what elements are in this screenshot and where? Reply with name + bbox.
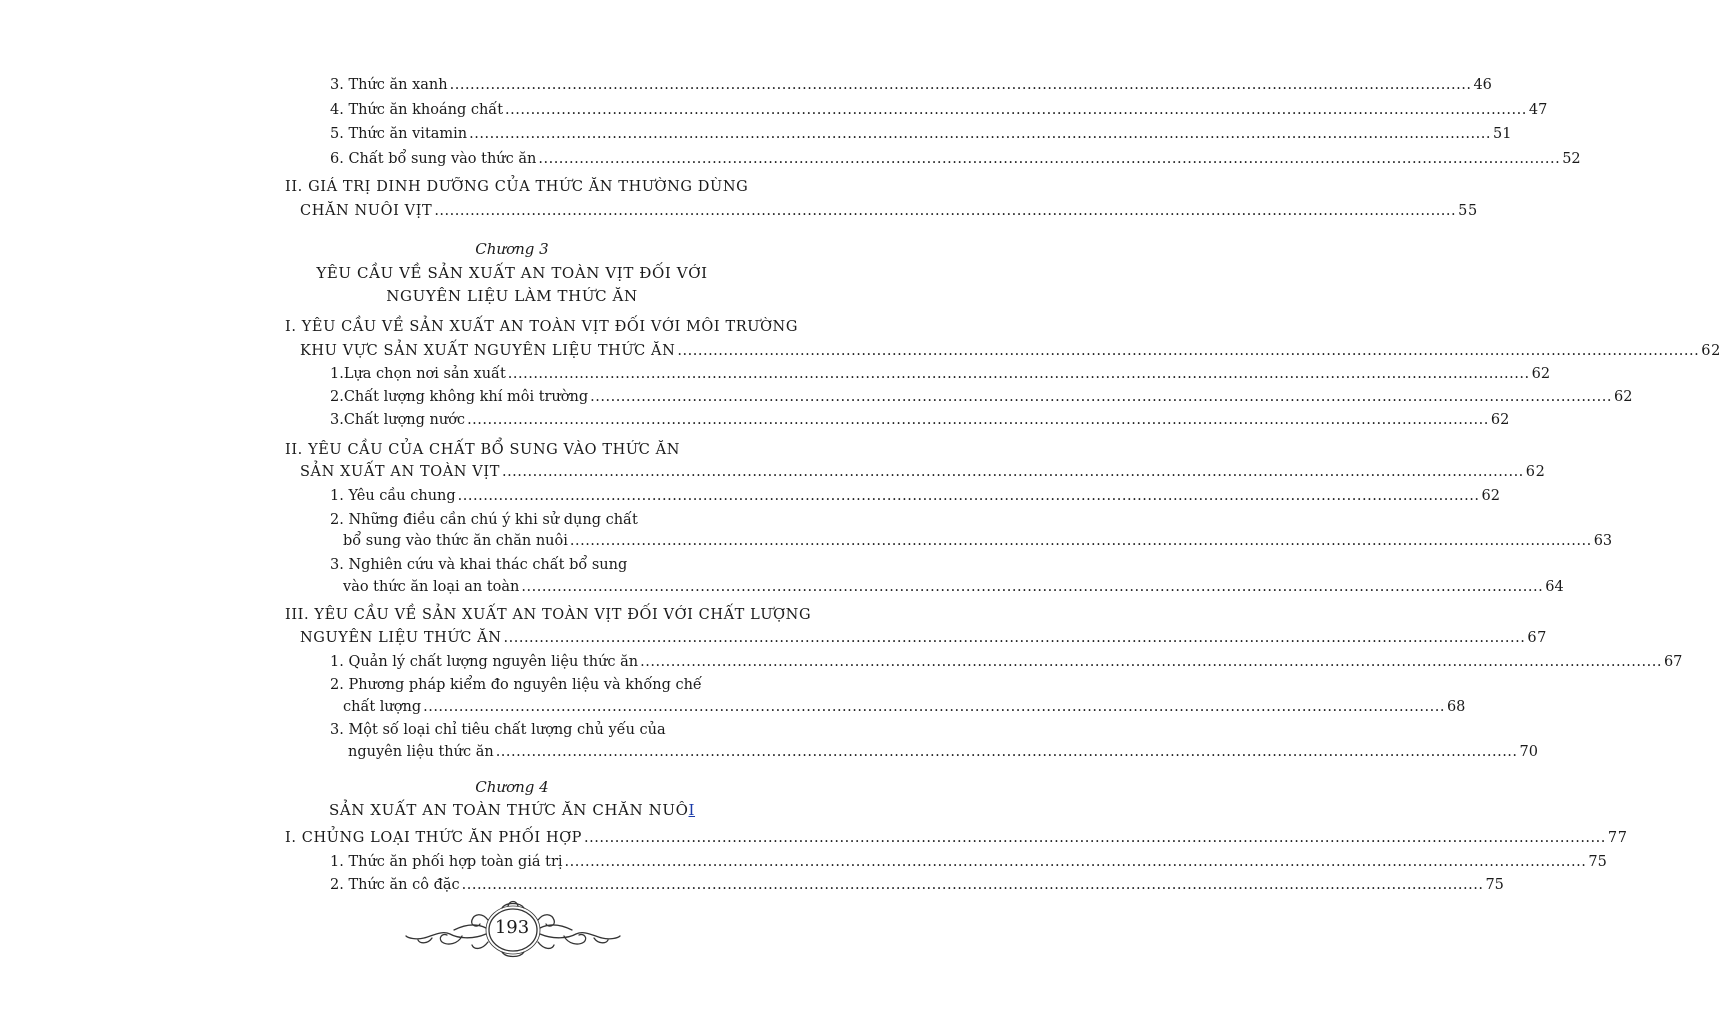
toc-entry-label: CHĂN NUÔI VỊT: [300, 203, 433, 219]
toc-entry-page: 62: [1481, 488, 1500, 504]
toc-entry-page: 51: [1492, 126, 1512, 142]
leader-dots: ........................................................................................................................................................................................................: [640, 654, 1662, 670]
leader-dots: ........................................................................................................................................................................................................: [521, 579, 1544, 595]
toc-entry-label: I. CHỦNG LOẠI THỨC ĂN PHỐI HỢP: [285, 830, 583, 846]
toc-entry-label: 1. Quản lý chất lượng nguyên liệu thức ăn: [330, 654, 639, 670]
chapter-title: NGUYÊN LIỆU LÀM THỨC ĂN: [386, 287, 638, 305]
toc-entry-page: 47: [1528, 102, 1548, 118]
toc-entry-page: 67: [1527, 630, 1547, 646]
toc-entry[interactable]: [330, 410, 1510, 430]
toc-entry-label: chất lượng: [343, 699, 422, 715]
leader-dots: ........................................................................................................................................................................................................: [423, 699, 1445, 715]
toc-entry-label: NGUYÊN LIỆU THỨC ĂN: [300, 630, 502, 646]
leader-dots: ........................................................................................................................................................................................................: [569, 533, 1592, 549]
toc-entry-label: KHU VỰC SẢN XUẤT NGUYÊN LIỆU THỨC ĂN: [300, 343, 676, 359]
toc-entry-page: 68: [1446, 699, 1466, 715]
chapter-title-link[interactable]: I: [688, 801, 696, 819]
toc-entry-page: 64: [1545, 579, 1564, 595]
toc-entry[interactable]: [330, 875, 1504, 895]
toc-entry-page: 52: [1562, 151, 1581, 167]
toc-entry[interactable]: [285, 828, 1628, 848]
toc-entry[interactable]: [300, 628, 1547, 648]
toc-entry-label: SẢN XUẤT AN TOÀN VỊT: [300, 464, 500, 480]
toc-entry-label: 1. Yêu cầu chung: [330, 488, 456, 504]
toc-entry[interactable]: [343, 531, 1613, 551]
toc-entry-label: 1.Lựa chọn nơi sản xuất: [330, 366, 506, 382]
toc-entry[interactable]: [330, 149, 1581, 169]
chapter-title-text: SẢN XUẤT AN TOÀN THỨC ĂN CHĂN NUÔ: [328, 801, 689, 819]
toc-entry-label: 2. Phương pháp kiểm đo nguyên liệu và khống chế: [330, 677, 702, 693]
toc-entry[interactable]: [300, 341, 1721, 361]
toc-entry[interactable]: [330, 364, 1551, 384]
toc-entry[interactable]: [348, 742, 1538, 762]
toc-entry-page: 62: [1613, 389, 1633, 405]
toc-entry-page: 55: [1458, 203, 1478, 219]
leader-dots: ........................................................................................................................................................................................................: [461, 877, 1484, 893]
leader-dots: ........................................................................................................................................................................................................: [434, 203, 1457, 219]
toc-entry-label: 4. Thức ăn khoáng chất: [330, 102, 504, 118]
toc-entry-label: 6. Chất bổ sung vào thức ăn: [330, 151, 537, 167]
toc-entry-page: 75: [1588, 854, 1607, 870]
chapter-heading: Chương 4: [475, 778, 549, 796]
leader-dots: ........................................................................................................................................................................................................: [467, 412, 1489, 428]
leader-dots: ........................................................................................................................................................................................................: [505, 102, 1527, 118]
toc-entry-page: 75: [1485, 877, 1504, 893]
toc-entry-page: 70: [1519, 744, 1538, 760]
toc-entry-label: 3. Một số loại chỉ tiêu chất lượng chủ yếu của: [330, 722, 666, 738]
toc-entry-label: nguyên liệu thức ăn: [348, 744, 494, 760]
toc-entry[interactable]: [343, 697, 1466, 717]
toc-entry-label: 2.Chất lượng không khí môi trường: [330, 389, 589, 405]
page-number: 193: [494, 917, 530, 938]
chapter-heading: Chương 3: [475, 240, 549, 258]
leader-dots: ........................................................................................................................................................................................................: [507, 366, 1530, 382]
toc-entry-page: 62: [1531, 366, 1551, 382]
toc-entry-label: 3.Chất lượng nước: [330, 412, 466, 428]
toc-entry-label: vào thức ăn loại an toàn: [343, 579, 520, 595]
leader-dots: ........................................................................................................................................................................................................: [503, 630, 1526, 646]
leader-dots: ........................................................................................................................................................................................................: [584, 830, 1606, 846]
leader-dots: ........................................................................................................................................................................................................: [457, 488, 1480, 504]
section-heading: I. YÊU CẦU VỀ SẢN XUẤT AN TOÀN VỊT ĐỐI VỚI MÔI TRƯỜNG: [285, 319, 799, 335]
section-heading: II. YÊU CẦU CỦA CHẤT BỔ SUNG VÀO THỨC ĂN: [285, 442, 680, 458]
toc-entry[interactable]: [330, 387, 1633, 407]
toc-entry-label: 3. Nghiên cứu và khai thác chất bổ sung: [330, 557, 628, 573]
section-heading: II. GIÁ TRỊ DINH DƯỠNG CỦA THỨC ĂN THƯỜNG DÙNG: [285, 179, 749, 195]
toc-entry[interactable]: [330, 100, 1548, 120]
toc-entry-label: bổ sung vào thức ăn chăn nuôi: [343, 533, 568, 549]
leader-dots: ........................................................................................................................................................................................................: [501, 464, 1524, 480]
toc-entry-page: 46: [1473, 77, 1492, 93]
toc-entry[interactable]: [330, 75, 1492, 95]
leader-dots: ........................................................................................................................................................................................................: [590, 389, 1612, 405]
toc-entry-page: 62: [1701, 343, 1721, 359]
toc-entry[interactable]: [300, 462, 1546, 482]
toc-entry-page: 62: [1490, 412, 1510, 428]
leader-dots: ........................................................................................................................................................................................................: [495, 744, 1518, 760]
leader-dots: ........................................................................................................................................................................................................: [564, 854, 1587, 870]
toc-entry-page: 62: [1525, 464, 1546, 480]
leader-dots: ........................................................................................................................................................................................................: [538, 151, 1561, 167]
leader-dots: ........................................................................................................................................................................................................: [469, 126, 1491, 142]
toc-entry-label: 2. Những điều cần chú ý khi sử dụng chất: [330, 512, 638, 528]
toc-entry-page: 63: [1593, 533, 1613, 549]
toc-entry-label: 5. Thức ăn vitamin: [330, 126, 468, 142]
chapter-title: [0, 799, 1024, 821]
toc-entry-label: 3. Thức ăn xanh: [330, 77, 448, 93]
toc-entry-label: 1. Thức ăn phối hợp toàn giá trị: [330, 854, 563, 870]
chapter-title: YÊU CẦU VỀ SẢN XUẤT AN TOÀN VỊT ĐỐI VỚI: [316, 264, 708, 282]
toc-entry[interactable]: [330, 124, 1512, 144]
toc-entry[interactable]: [330, 486, 1500, 506]
toc-entry[interactable]: [330, 852, 1607, 872]
toc-entry-page: 77: [1607, 830, 1628, 846]
leader-dots: ........................................................................................................................................................................................................: [449, 77, 1472, 93]
toc-entry-label: 2. Thức ăn cô đặc: [330, 877, 460, 893]
toc-entry[interactable]: [330, 652, 1683, 672]
toc-entry-page: 67: [1663, 654, 1683, 670]
toc-entry[interactable]: [343, 577, 1564, 597]
section-heading: III. YÊU CẦU VỀ SẢN XUẤT AN TOÀN VỊT ĐỐI VỚI CHẤT LƯỢNG: [285, 607, 812, 623]
leader-dots: ........................................................................................................................................................................................................: [677, 343, 1700, 359]
toc-entry[interactable]: [300, 201, 1478, 221]
